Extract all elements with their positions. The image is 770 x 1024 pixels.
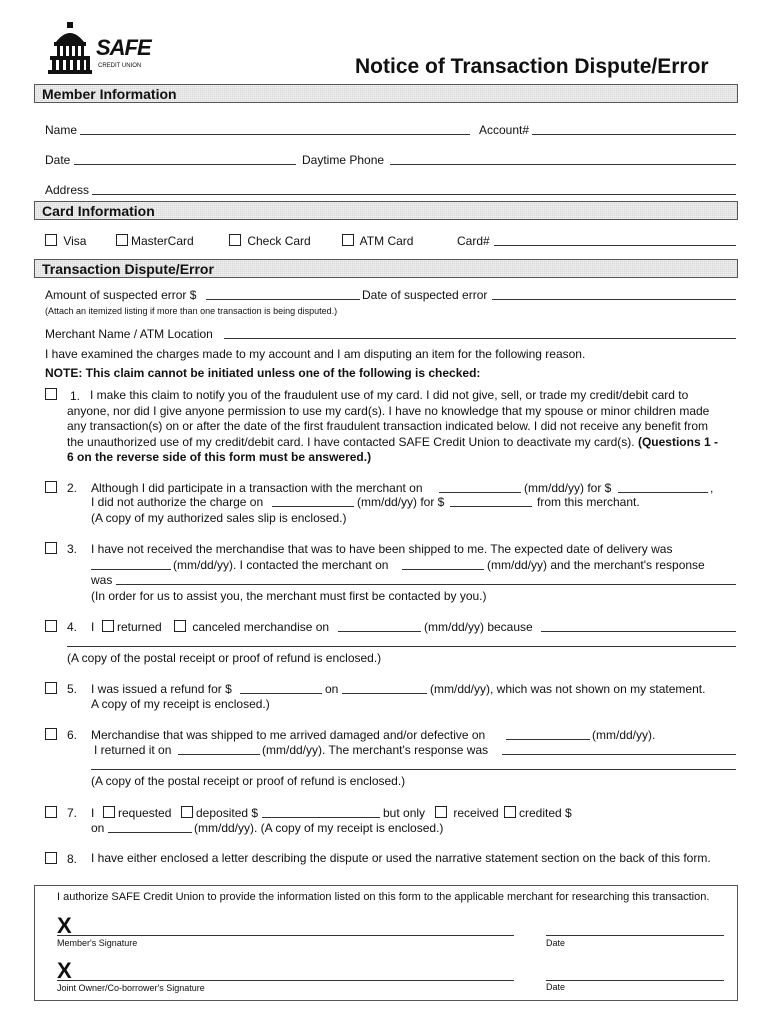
reason-6-number: 6. — [67, 728, 78, 742]
reason-5-not-shown: (mm/dd/yy), which was not shown on my statement. — [430, 682, 706, 696]
joint-signature-label: Joint Owner/Co-borrower's Signature — [57, 983, 205, 993]
suspected-date-field[interactable] — [492, 299, 736, 300]
authorization-statement: I authorize SAFE Credit Union to provide the information listed on this form to the applicable merchant for researching this transaction. — [57, 891, 710, 903]
logo-subtitle: CREDIT UNION — [98, 63, 142, 69]
checkbox-icon — [116, 234, 128, 246]
reason-2-note: (A copy of my authorized sales slip is enclosed.) — [91, 511, 347, 525]
reason-4-i: I — [91, 620, 95, 634]
checkbox-icon — [45, 234, 57, 246]
checkbox-icon — [103, 806, 115, 818]
reason-7-but-only: but only — [383, 806, 426, 820]
capitol-dome-icon — [46, 22, 94, 74]
reason-8-number: 8. — [67, 852, 78, 866]
phone-field[interactable] — [390, 164, 736, 165]
reason-8-checkbox[interactable] — [45, 852, 57, 864]
joint-signature-x: X — [57, 958, 72, 983]
reason-3-line1: I have not received the merchandise that was to have been shipped to me. The expected date of delivery was — [91, 542, 673, 556]
reason-5-number: 5. — [67, 682, 78, 696]
card-number-field[interactable] — [494, 245, 736, 246]
checkbox-icon — [229, 234, 241, 246]
reason-6-note: (A copy of the postal receipt or proof of refund is enclosed.) — [91, 774, 406, 788]
checkbox-icon — [504, 806, 516, 818]
merchant-field[interactable] — [224, 338, 736, 339]
card-number-label: Card# — [457, 234, 490, 248]
reason-4-returned-checkbox[interactable]: returned — [102, 620, 162, 634]
reason-4-date-field[interactable] — [338, 631, 421, 632]
reason-3-contact-date-field[interactable] — [402, 569, 484, 570]
attach-note: (Attach an itemized listing if more than one transaction is being disputed.) — [45, 306, 338, 316]
safe-logo — [46, 22, 151, 74]
reason-5-date-field[interactable] — [342, 693, 427, 694]
reason-7-on: on — [91, 821, 105, 835]
reason-2-checkbox[interactable] — [45, 481, 57, 493]
reason-2-amount-field[interactable] — [618, 492, 708, 493]
reason-7-deposited-checkbox[interactable]: deposited $ — [181, 806, 258, 820]
reason-3-note: (In order for us to assist you, the merchant must first be contacted by you.) — [91, 589, 487, 603]
checkbox-icon — [435, 806, 447, 818]
reason-5-refund: I was issued a refund for $ — [91, 682, 232, 696]
reason-4-number: 4. — [67, 620, 78, 634]
transaction-section-header: Transaction Dispute/Error — [34, 259, 738, 278]
reason-6-response-field-2[interactable] — [91, 769, 736, 770]
reason-3-contacted: (mm/dd/yy). I contacted the merchant on — [173, 558, 389, 572]
reason-7-credited-checkbox[interactable]: credited $ — [504, 806, 572, 820]
merchant-label: Merchant Name / ATM Location — [45, 327, 213, 341]
mastercard-checkbox[interactable]: MasterCard — [116, 234, 194, 248]
suspected-date-label: Date of suspected error — [362, 288, 488, 302]
reason-3-response: (mm/dd/yy) and the merchant's response — [487, 558, 705, 572]
account-field[interactable] — [532, 134, 736, 135]
reason-7-note: (mm/dd/yy). (A copy of my receipt is enclosed.) — [194, 821, 444, 835]
reason-7-checkbox[interactable] — [45, 806, 57, 818]
reason-6-damaged: Merchandise that was shipped to me arrived damaged and/or defective on — [91, 728, 486, 742]
page-title: Notice of Transaction Dispute/Error — [355, 55, 709, 78]
reason-6-response: (mm/dd/yy). The merchant's response was — [262, 743, 489, 757]
phone-label: Daytime Phone — [302, 153, 385, 167]
reason-2-line2: I did not authorize the charge on — [91, 495, 264, 509]
reason-3-was: was — [91, 573, 113, 587]
reason-2-comma: , — [710, 481, 714, 495]
reason-3-number: 3. — [67, 542, 78, 556]
checkbox-icon — [174, 620, 186, 632]
reason-2-from-merchant: from this merchant. — [537, 495, 640, 509]
member-date-label: Date — [546, 938, 566, 948]
date-label: Date — [45, 153, 71, 167]
reason-2-charge-amount-field[interactable] — [450, 506, 532, 507]
reason-4-because: (mm/dd/yy) because — [424, 620, 533, 634]
joint-date-label: Date — [546, 982, 566, 992]
name-field[interactable] — [80, 134, 470, 135]
reason-2-merchant-date-field[interactable] — [439, 492, 521, 493]
member-signature-label: Member's Signature — [57, 938, 138, 948]
examined-text: I have examined the charges made to my account and I am disputing an item for the following reason. — [45, 347, 586, 361]
reason-5-on: on — [325, 682, 339, 696]
checkbox-icon — [102, 620, 114, 632]
member-signature-x: X — [57, 913, 72, 938]
reason-7-date-field[interactable] — [108, 832, 192, 833]
amount-field[interactable] — [206, 299, 360, 300]
checkbox-icon — [181, 806, 193, 818]
reason-2-charge-amount-label: (mm/dd/yy) for $ — [357, 495, 445, 509]
reason-6-returned-date-field[interactable] — [178, 754, 260, 755]
reason-3-delivery-date-field[interactable] — [91, 569, 171, 570]
name-label: Name — [45, 123, 78, 137]
atm-card-checkbox[interactable]: ATM Card — [342, 234, 413, 248]
reason-6-mmddyy: (mm/dd/yy). — [592, 728, 656, 742]
reason-7-requested-checkbox[interactable]: requested — [103, 806, 171, 820]
address-label: Address — [45, 183, 90, 197]
reason-3-checkbox[interactable] — [45, 542, 57, 554]
reason-7-amount-field[interactable] — [262, 817, 380, 818]
joint-date-field[interactable] — [546, 980, 724, 981]
reason-4-checkbox[interactable] — [45, 620, 57, 632]
logo-wordmark: SAFE — [96, 35, 151, 60]
reason-5-checkbox[interactable] — [45, 682, 57, 694]
reason-6-returned: I returned it on — [94, 743, 172, 757]
reason-2-amount-label: (mm/dd/yy) for $ — [524, 481, 612, 495]
reason-6-checkbox[interactable] — [45, 728, 57, 740]
reason-7-number: 7. — [67, 806, 78, 820]
member-date-field[interactable] — [546, 935, 724, 936]
reason-7-i: I — [91, 806, 95, 820]
address-field[interactable] — [92, 194, 736, 195]
reason-2-number: 2. — [67, 481, 78, 495]
reason-8-text: I have either enclosed a letter describing the dispute or used the narrative statement section on the back of this form. — [91, 851, 711, 865]
amount-label: Amount of suspected error $ — [45, 288, 197, 302]
note-text: NOTE: This claim cannot be initiated unless one of the following is checked: — [45, 366, 481, 380]
reason-4-note: (A copy of the postal receipt or proof of refund is enclosed.) — [67, 651, 382, 665]
member-section-header: Member Information — [34, 84, 738, 103]
reason-3-response-field[interactable] — [116, 584, 736, 585]
reason-6-damaged-date-field[interactable] — [506, 739, 590, 740]
checkbox-icon — [342, 234, 354, 246]
reason-4-because-field-2[interactable] — [67, 646, 736, 647]
member-signature-field[interactable] — [57, 935, 514, 936]
date-field[interactable] — [74, 164, 296, 165]
reason-1-number: 1. — [70, 389, 81, 403]
reason-4-because-field[interactable] — [541, 631, 736, 632]
reason-5-note: A copy of my receipt is enclosed.) — [91, 697, 270, 711]
reason-6-response-field[interactable] — [502, 754, 736, 755]
check-card-checkbox[interactable]: Check Card — [229, 234, 311, 248]
reason-5-amount-field[interactable] — [240, 693, 322, 694]
reason-7-received-checkbox[interactable]: received — [435, 806, 499, 820]
visa-checkbox[interactable]: Visa — [45, 234, 86, 248]
joint-signature-field[interactable] — [57, 980, 514, 981]
reason-1-checkbox[interactable] — [45, 388, 57, 400]
reason-2-charge-date-field[interactable] — [272, 506, 354, 507]
reason-4-canceled-checkbox[interactable]: canceled merchandise on — [174, 620, 329, 634]
account-label: Account# — [479, 123, 530, 137]
reason-2-line1: Although I did participate in a transaction with the merchant on — [91, 481, 423, 495]
reason-1-text: I make this claim to notify you of the fraudulent use of my card. I did not give, sell, or trade my credit/debit card to anyone, nor did I give anyone permission to use my card(s). I have no knowledge that my spouse or minor children made any transaction(s) on or after the date of the first fraudulent transaction indicated below. I did not receive any benefit from the unauthorized use of my credit/debit card. I have contacted SAFE Credit Union to deactivate my card(s). (Questions 1 - 6 on the reverse side of this form must be answered.) — [67, 388, 718, 464]
card-section-header: Card Information — [34, 201, 738, 220]
